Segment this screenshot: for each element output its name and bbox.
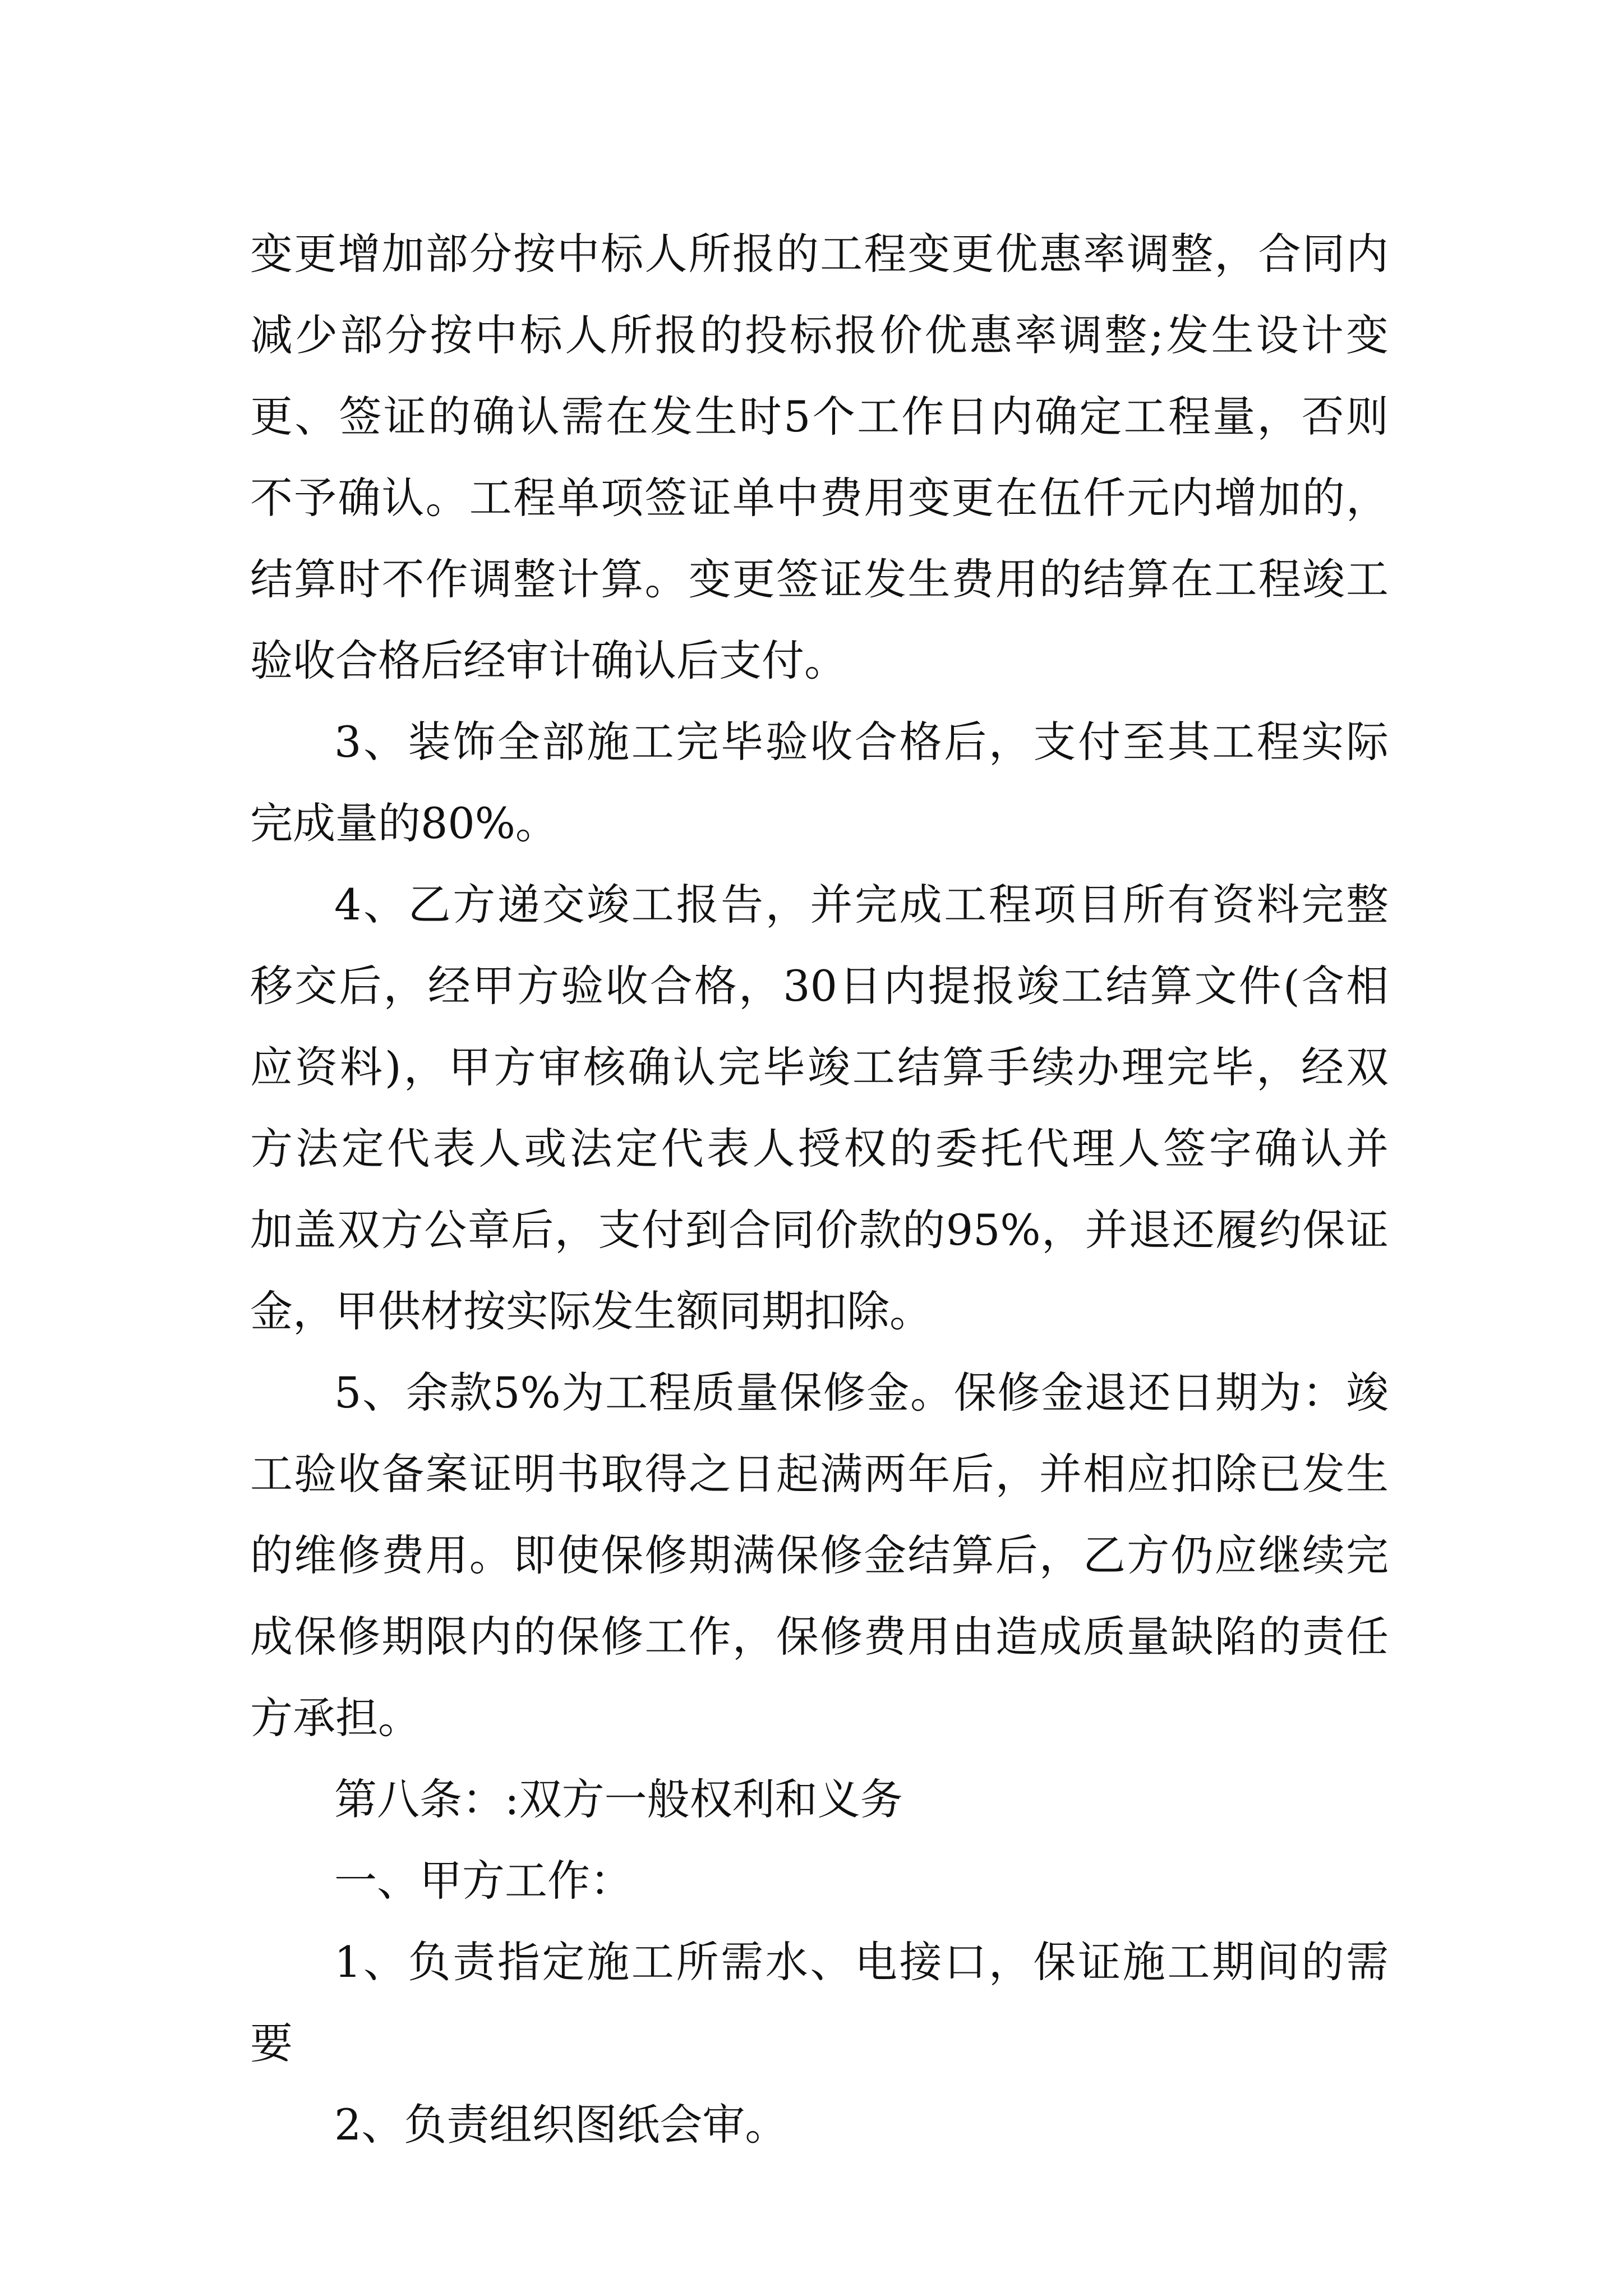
text-line: 3、装饰全部施工完毕验收合格后，支付至其工程实际 — [334, 717, 1389, 767]
text-line: 结算时不作调整计算。变更签证发生费用的结算在工程竣工 — [250, 554, 1389, 604]
text-line: 工验收备案证明书取得之日起满两年后，并相应扣除已发生 — [250, 1449, 1389, 1499]
document-body — [250, 213, 1389, 2165]
text-line: 更、签证的确认需在发生时5个工作日内确定工程量，否则 — [250, 392, 1389, 441]
text-line: 应资料)，甲方审核确认完毕竣工结算手续办理完毕，经双 — [250, 1042, 1389, 1092]
text-line: 成保修期限内的保修工作，保修费用由造成质量缺陷的责任 — [250, 1612, 1389, 1662]
text-line: 2、负责组织图纸会审。 — [334, 2100, 788, 2150]
text-line: 一、甲方工作： — [334, 1856, 633, 1906]
text-line: 1、负责指定施工所需水、电接口，保证施工期间的需 — [334, 1937, 1389, 1987]
text-line: 不予确认。工程单项签证单中费用变更在伍仟元内增加的， — [250, 473, 1389, 523]
text-line: 变更增加部分按中标人所报的工程变更优惠率调整，合同内 — [250, 229, 1389, 279]
text-line: 加盖双方公章后，支付到合同价款的95%，并退还履约保证 — [250, 1205, 1389, 1255]
text-line: 4、乙方递交竣工报告，并完成工程项目所有资料完整 — [334, 880, 1389, 930]
text-line: 的维修费用。即使保修期满保修金结算后，乙方仍应继续完 — [250, 1530, 1389, 1580]
text-line: 方承担。 — [250, 1693, 421, 1743]
text-line: 金，甲供材按实际发生额同期扣除。 — [250, 1286, 932, 1336]
text-line: 5、余款5%为工程质量保修金。保修金退还日期为：竣 — [334, 1368, 1389, 1418]
text-line: 移交后，经甲方验收合格，30日内提报竣工结算文件(含相 — [250, 961, 1389, 1011]
text-line: 要 — [250, 2018, 293, 2068]
text-line: 验收合格后经审计确认后支付。 — [250, 636, 847, 685]
text-line: 第八条：:双方一般权利和义务 — [334, 1774, 903, 1824]
text-line: 完成量的80%。 — [250, 798, 558, 848]
text-line: 减少部分按中标人所报的投标报价优惠率调整;发生设计变 — [250, 310, 1389, 360]
text-line: 方法定代表人或法定代表人授权的委托代理人签字确认并 — [250, 1124, 1389, 1174]
